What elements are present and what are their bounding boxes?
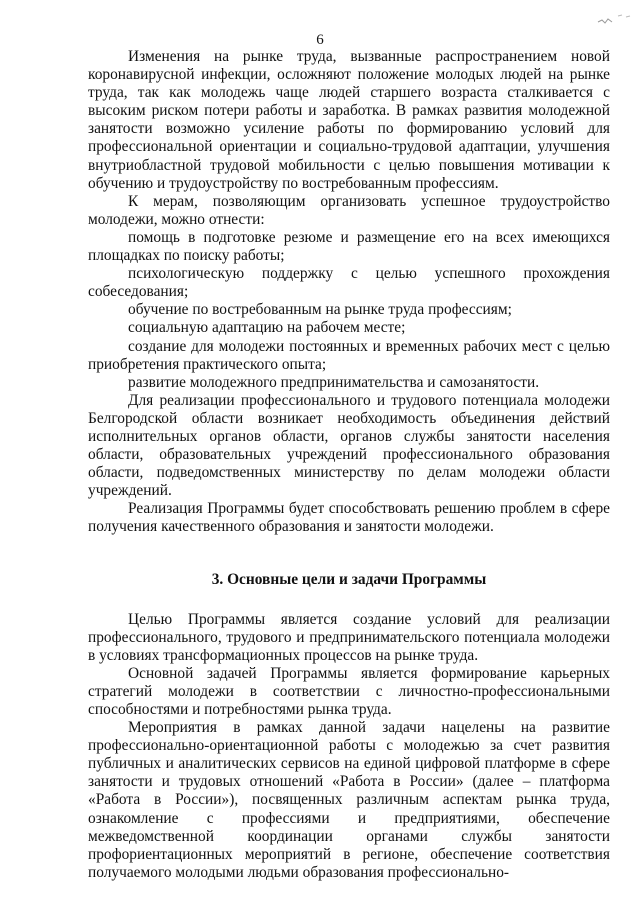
list-item: психологическую поддержку с целью успешного прохождения собеседования; <box>88 265 610 301</box>
scan-artifact-mark <box>596 8 636 28</box>
paragraph: Основной задачей Программы является формирование карьерных стратегий молодежи в соответствии с личностно-профессиональными способностями и потребностями рынка труда. <box>88 664 610 718</box>
page-number: 6 <box>316 32 324 48</box>
list-item: создание для молодежи постоянных и временных рабочих мест с целью приобретения практического опыта; <box>88 337 610 373</box>
paragraph: К мерам, позволяющим организовать успешное трудоустройство молодежи, можно отнести: <box>88 192 610 228</box>
list-item: обучение по востребованным на рынке труда профессиям; <box>128 301 512 319</box>
section-heading: 3. Основные цели и задачи Программы <box>211 570 487 588</box>
list-item: социальную адаптацию на рабочем месте; <box>128 319 406 337</box>
list-item: развитие молодежного предпринимательства и самозанятости. <box>128 373 540 391</box>
paragraph: Мероприятия в рамках данной задачи нацелены на развитие профессионально-ориентационной работы с молодежью за счет развития публичных и аналитических сервисов на единой цифровой платформе в сфере занятости и трудовых отношений «Работа в России» (далее – платформа «Работа в России»), посвященных различным аспектам рынка труда, ознакомление с профессиями и предприятиями, обеспечение межведомственной координации органами службы занятости профориентационных мероприятий в регионе, обеспечение соответствия получаемого молодыми людьми образования профессионально- <box>88 719 610 881</box>
paragraph: Изменения на рынке труда, вызванные распространением новой коронавирусной инфекции, осложняют положение молодых людей на рынке труда, так как молодежь чаще людей старшего возраста сталкивается с высоким риском потери работы и заработка. В рамках развития молодежной занятости возможно усиление работы по формированию условий для профессиональной ориентации и социально-трудовой адаптации, улучшения внутриобластной трудовой мобильности с целью повышения мотивации к обучению и трудоустройству по востребованным профессиям. <box>88 48 610 192</box>
paragraph: Для реализации профессионального и трудового потенциала молодежи Белгородской области возникает необходимость объединения действий исполнительных органов области, органов службы занятости населения области, образовательных учреждений профессионального образования области, подведомственных министерству по делам молодежи области учреждений. <box>88 391 610 500</box>
paragraph: Реализация Программы будет способствовать решению проблем в сфере получения качественного образования и занятости молодежи. <box>88 500 610 536</box>
list-item: помощь в подготовке резюме и размещение его на всех имеющихся площадках по поиску работы; <box>88 228 610 265</box>
paragraph: Целью Программы является создание условий для реализации профессионального, трудового и предпринимательского потенциала молодежи в условиях трансформационных процессов на рынке труда. <box>88 610 610 664</box>
document-body <box>88 48 610 882</box>
